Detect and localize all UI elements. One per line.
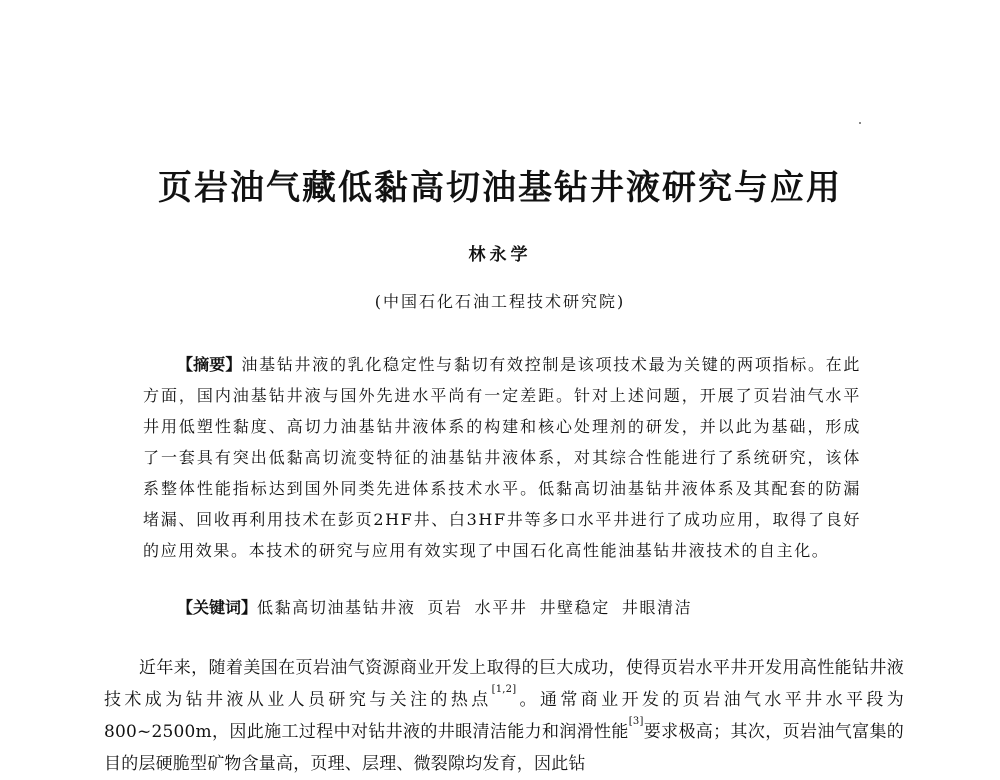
citation-ref-2: [3]	[628, 716, 644, 727]
abstract-text: 油基钻井液的乳化稳定性与黏切有效控制是该项技术最为关键的两项指标。在此方面，国内油基钻井液与国外先进水平尚有一定差距。针对上述问题，开展了页岩油气水平井用低塑性黏度、高切力油基钻井液体系的构建和核心处理剂的研发，并以此为基础，形成了一套具有突出低黏高切流变特征的油基钻井液体系，对其综合性能进行了系统研究，该体系整体性能指标达到国外同类先进体系技术水平。低黏高切油基钻井液体系及其配套的防漏堵漏、回收再利用技术在彭页2HF井、白3HF井等多口水平井进行了成功应用，取得了良好的应用效果。本技术的研究与应用有效实现了中国石化高性能油基钻井液技术的自主化。	[143, 355, 861, 560]
body-paragraph	[104, 652, 904, 780]
keyword-3: 水平井	[474, 598, 528, 617]
keyword-2: 页岩	[427, 598, 463, 617]
keywords-label: 【关键词】	[177, 598, 258, 617]
scan-speck	[859, 122, 861, 124]
body-text-2: 。通常商业开发的页岩油气水平井水平段为800~2500m，因此施工过程中对钻井液的井眼清洁能力和润滑性能	[104, 690, 904, 742]
body-text-3: 要求极高；其次，页岩油气富集的目的层硬脆型矿物含量高，页理、层理、微裂隙均发育，因此钻	[104, 722, 905, 774]
abstract-label: 【摘要】	[177, 355, 242, 374]
author-name: 林永学	[468, 245, 532, 265]
abstract	[143, 349, 861, 566]
body-text-1: 近年来，随着美国在页岩油气资源商业开发上取得的巨大成功，使得页岩水平井开发用高性能钻井液技术成为钻井液从业人员研究与关注的热点	[104, 658, 904, 710]
keyword-4: 井壁稳定	[539, 598, 610, 617]
paper-title: 页岩油气藏低黏高切油基钻井液研究与应用	[158, 168, 842, 208]
keyword-5: 井眼清洁	[621, 598, 693, 617]
keywords	[177, 594, 877, 622]
keyword-1: 低黏高切油基钻井液	[257, 598, 416, 617]
author-affiliation: (中国石化石油工程技术研究院)	[374, 292, 626, 311]
citation-ref-1: [1,2]	[491, 684, 517, 695]
